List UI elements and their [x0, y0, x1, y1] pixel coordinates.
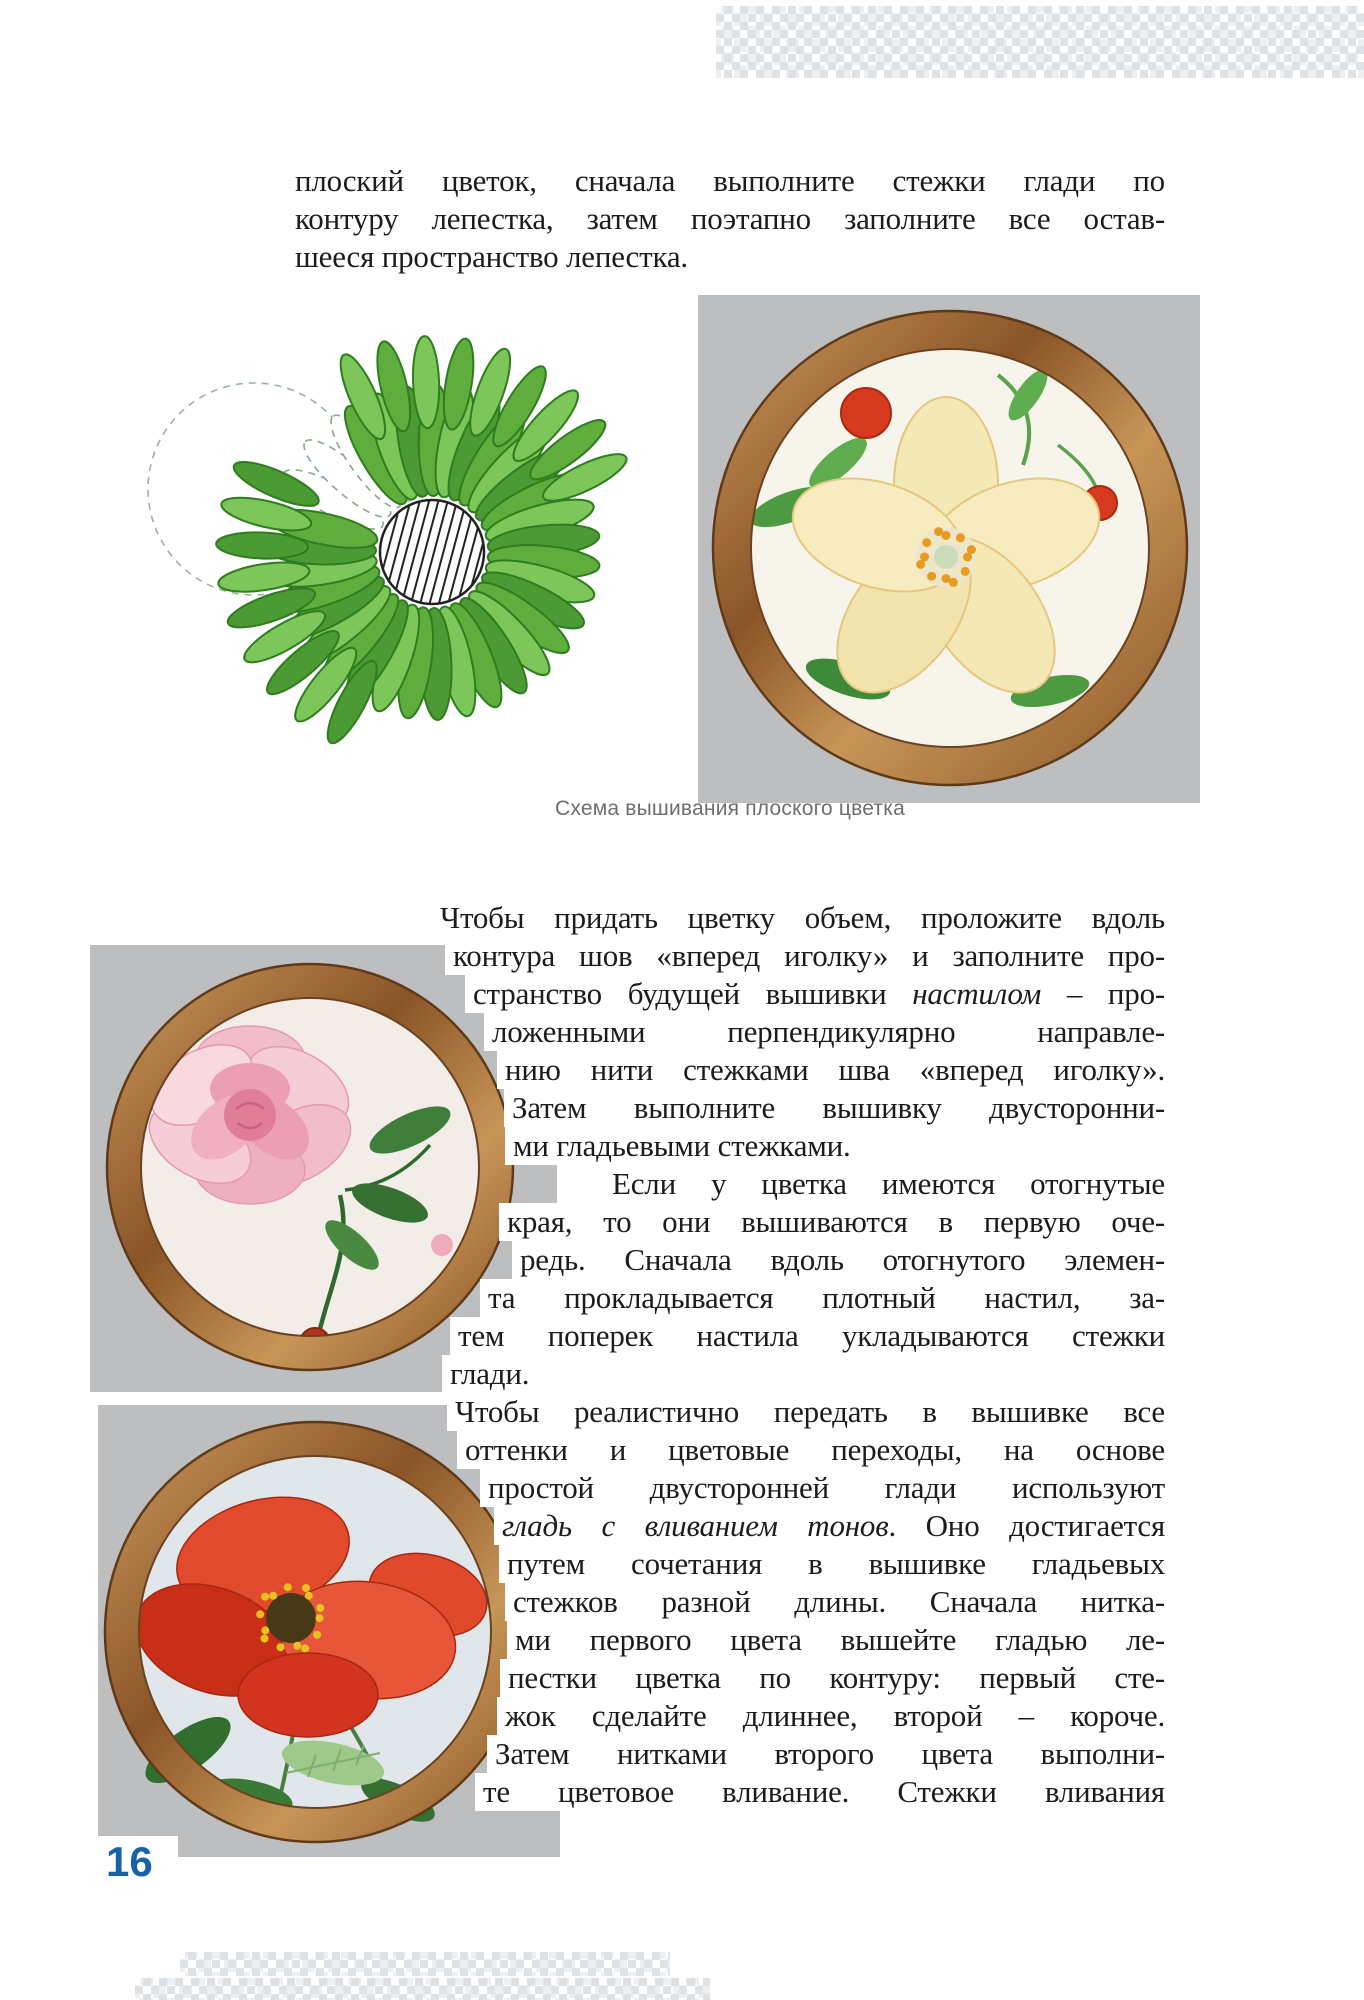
body-line: нию нити стежками шва «вперед иголку».	[497, 1051, 1173, 1089]
body-line	[465, 975, 1173, 1013]
stamen-dot	[277, 1643, 285, 1651]
body-line: путем сочетания в вышивке гладьевых	[499, 1545, 1173, 1583]
body-line: редь. Сначала вдоль отогнутого элемен-	[512, 1241, 1173, 1279]
body-line: простой двусторонней глади используют	[480, 1469, 1173, 1507]
stamen-dot	[302, 1584, 310, 1592]
stamen-dot	[927, 572, 936, 581]
stamen-dot	[316, 1604, 324, 1612]
page-number: 16	[106, 1838, 153, 1885]
body-line: тем поперек настила укладываются стежки	[450, 1317, 1173, 1355]
stamen-dot	[261, 1635, 269, 1643]
body-line: Если у цветка имеются отогнутые	[604, 1165, 1173, 1203]
intro-line: плоский цветок, сначала выполните стежки глади по	[295, 163, 1165, 198]
bottom-mosaic-decoration	[135, 1978, 710, 2000]
body-line: Затем выполните вышивку двусторонни-	[504, 1089, 1173, 1127]
body-line: ложенными перпендикулярно направле-	[484, 1013, 1173, 1051]
stamen-dot	[942, 574, 951, 583]
body-line: ми гладьевыми стежками.	[505, 1127, 1173, 1165]
body-line: ми первого цвета вышейте гладью ле-	[507, 1621, 1173, 1659]
red-berry	[841, 388, 891, 438]
body-line: контура шов «вперед иголку» и заполните про-	[445, 937, 1173, 975]
stamen-dot	[261, 1626, 269, 1634]
body-line: пестки цветка по контуру: первый сте-	[500, 1659, 1173, 1697]
stamen-dot	[956, 533, 965, 542]
body-line: Чтобы реалистично передать в вышивке все	[447, 1393, 1173, 1431]
body-line: Чтобы придать цветку объем, проложите вдоль	[432, 899, 1173, 937]
stamen-dot	[261, 1593, 269, 1601]
stamen-dot	[293, 1642, 301, 1650]
body-line: глади.	[442, 1355, 572, 1393]
pink-bud	[431, 1234, 453, 1256]
body-line: жок сделайте длиннее, второй – короче.	[497, 1697, 1173, 1735]
body-line: края, то они вышиваются в первую оче-	[499, 1203, 1173, 1241]
body-segment: – про-	[1041, 976, 1165, 1011]
stamen-dot	[301, 1644, 309, 1652]
body-line: стежков разной длины. Сначала нитка-	[505, 1583, 1173, 1621]
intro-line: шееся пространство лепестка.	[295, 239, 688, 274]
stamen-dot	[922, 538, 931, 547]
stamen-dot	[967, 545, 976, 554]
stamen-dot	[284, 1583, 292, 1591]
body-line: та прокладывается плотный настил, за-	[480, 1279, 1173, 1317]
stamen-dot	[316, 1614, 324, 1622]
poppy-center	[266, 1593, 316, 1643]
stamen-dot	[961, 567, 970, 576]
intro-line: контуру лепестка, затем поэтапно заполните все остав-	[295, 201, 1165, 236]
body-line: оттенки и цветовые переходы, на основе	[457, 1431, 1173, 1469]
diagram-caption: Схема вышивания плоского цветка	[555, 797, 905, 820]
top-right-mosaic-decoration	[716, 6, 1364, 78]
body-segment: странство будущей вышивки	[473, 976, 887, 1011]
body-segment: . Оно достигается	[888, 1508, 1165, 1543]
body-line: Затем нитками второго цвета выполни-	[487, 1735, 1173, 1773]
stamen-dot	[305, 1592, 313, 1600]
embroidery-photo-yellow-flower	[698, 295, 1200, 803]
flower-core	[934, 545, 958, 569]
stamen-dot	[920, 553, 929, 562]
bottom-mosaic-decoration	[180, 1952, 670, 1976]
body-segment-italic: гладь с вливанием тонов	[502, 1508, 889, 1543]
stamen-dot	[256, 1610, 264, 1618]
body-line	[494, 1507, 1173, 1545]
stamen-dot	[313, 1631, 321, 1639]
body-line: те цветовое вливание. Стежки вливания	[475, 1773, 1173, 1811]
stamen-dot	[269, 1592, 277, 1600]
stamen-dot	[942, 531, 951, 540]
flat-flower-scheme-diagram	[140, 318, 670, 783]
body-segment-italic: настилом	[886, 976, 1042, 1011]
